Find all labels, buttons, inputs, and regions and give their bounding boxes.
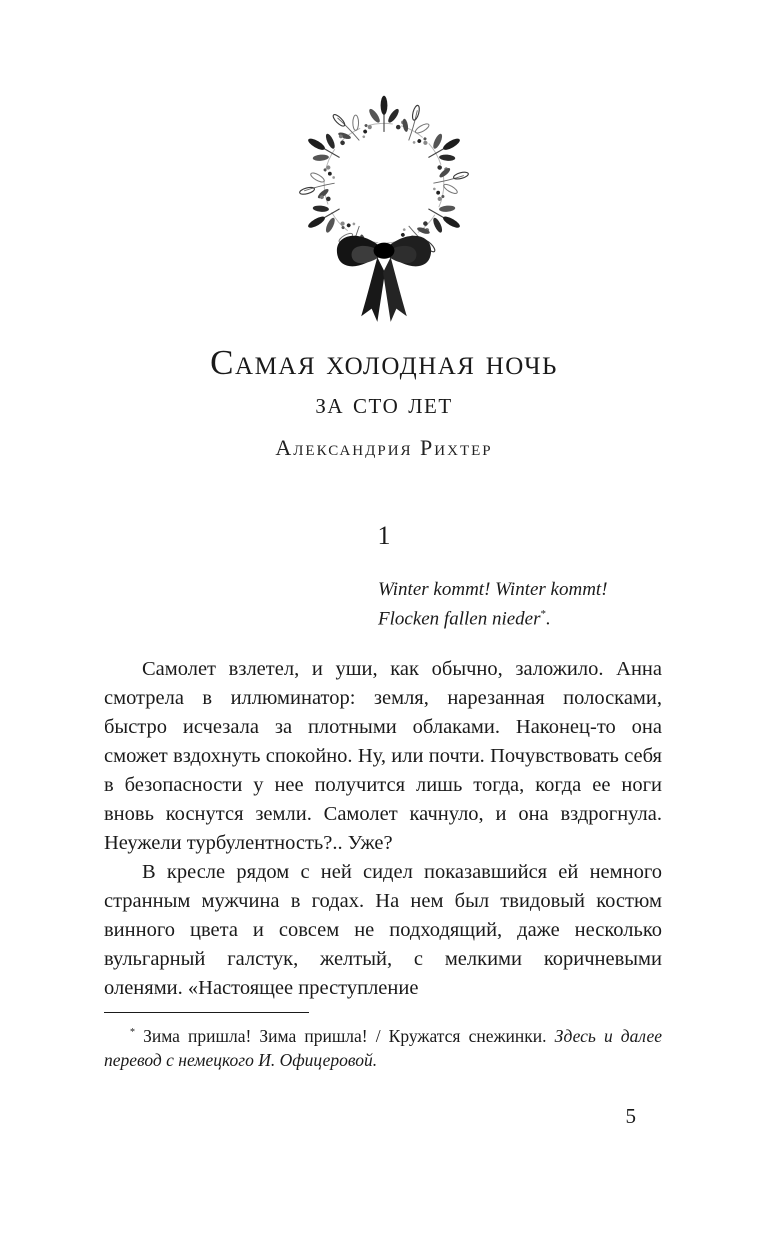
footnote-divider [104,1012,309,1013]
footnote-italic-text: Здесь и далее перевод с немецкого И. Офицеровой. [104,1025,662,1070]
body-text [104,655,662,1003]
epigraph-line1: Winter kommt! Winter kommt! [378,579,608,600]
footnote-text: * Зима пришла! Зима пришла! / Кружатся снежинки. Здесь и далее перевод с немецкого И. Офицеровой. [104,1025,662,1070]
epigraph [378,577,768,631]
footnote-marker: * [130,1027,135,1038]
bow-icon [337,236,431,322]
chapter-number: 1 [377,521,391,550]
wreath-ornament [270,86,498,331]
page-number: 5 [625,1104,636,1128]
footnote [104,1012,662,1072]
book-title-line1: Самая холодная ночь [210,343,558,382]
author-name: Александрия Рихтер [275,435,493,460]
footnote-marker: * [540,608,546,620]
paragraph: В кресле рядом с ней сидел показавшийся ей немного странным мужчина в годах. На нем был твидовый костюм винного цвета и совсем не подходящий, даже несколько вульгарный галстук, желтый, с мелкими коричневыми оленями. «Настоящее преступление [104,861,662,1000]
book-title-line2: за сто лет [315,387,453,420]
wreath-with-bow-icon [270,86,498,326]
epigraph-line2: Flocken fallen nieder*. [378,608,551,630]
paragraph: Самолет взлетел, и уши, как обычно, заложило. Анна смотрела в иллюминатор: земля, нарезанная полосками, быстро исчезала за плотными облаками. Наконец-то она сможет вздохнуть спокойно. Ну, или почти. Почувствовать себя в безопасности у нее получится лишь тогда, когда ее ноги вновь коснутся земли. Самолет качнуло, и она вздрогнула. Неужели турбулентность?.. Уже? [104,658,662,855]
